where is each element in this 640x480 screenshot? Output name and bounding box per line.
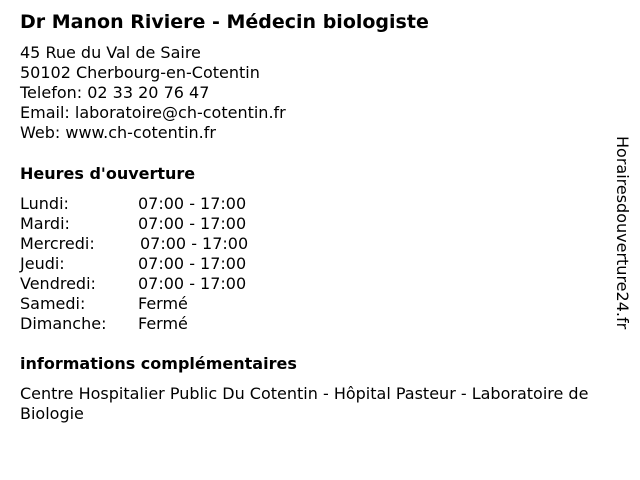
hours-row-thursday	[20, 254, 320, 274]
time-value: Fermé	[138, 294, 188, 313]
time-value: 07:00 - 17:00	[138, 274, 247, 293]
phone-number: Telefon: 02 33 20 76 47	[20, 83, 210, 102]
hours-row-monday	[20, 194, 320, 214]
hours-row-sunday	[20, 314, 320, 334]
time-value: 07:00 - 17:00	[138, 194, 247, 213]
day-label: Samedi:	[20, 294, 86, 313]
address-street: 45 Rue du Val de Saire	[20, 43, 201, 62]
time-value: 07:00 - 17:00	[138, 254, 247, 273]
hours-row-friday	[20, 274, 320, 294]
hours-row-saturday	[20, 294, 320, 314]
hours-row-tuesday	[20, 214, 320, 234]
time-value: 07:00 - 17:00	[140, 234, 249, 253]
hours-row-wednesday	[20, 234, 320, 254]
website-url: Web: www.ch-cotentin.fr	[20, 123, 216, 142]
day-label: Mardi:	[20, 214, 70, 233]
info-heading: informations complémentaires	[20, 354, 297, 373]
site-watermark: Horairesdouverture24.fr	[613, 136, 632, 330]
day-label: Dimanche:	[20, 314, 107, 333]
opening-hours-table	[20, 194, 320, 334]
day-label: Mercredi:	[20, 234, 95, 253]
day-label: Vendredi:	[20, 274, 96, 293]
email-address: Email: laboratoire@ch-cotentin.fr	[20, 103, 286, 122]
time-value: 07:00 - 17:00	[138, 214, 247, 233]
contact-block	[20, 43, 286, 143]
time-value: Fermé	[138, 314, 188, 333]
hours-heading: Heures d'ouverture	[20, 164, 196, 183]
day-label: Jeudi:	[20, 254, 65, 273]
day-label: Lundi:	[20, 194, 69, 213]
page-title: Dr Manon Riviere - Médecin biologiste	[20, 11, 429, 33]
address-city: 50102 Cherbourg-en-Cotentin	[20, 63, 260, 82]
info-text: Centre Hospitalier Public Du Cotentin - Hôpital Pasteur - Laboratoire de Biologie	[20, 384, 589, 423]
